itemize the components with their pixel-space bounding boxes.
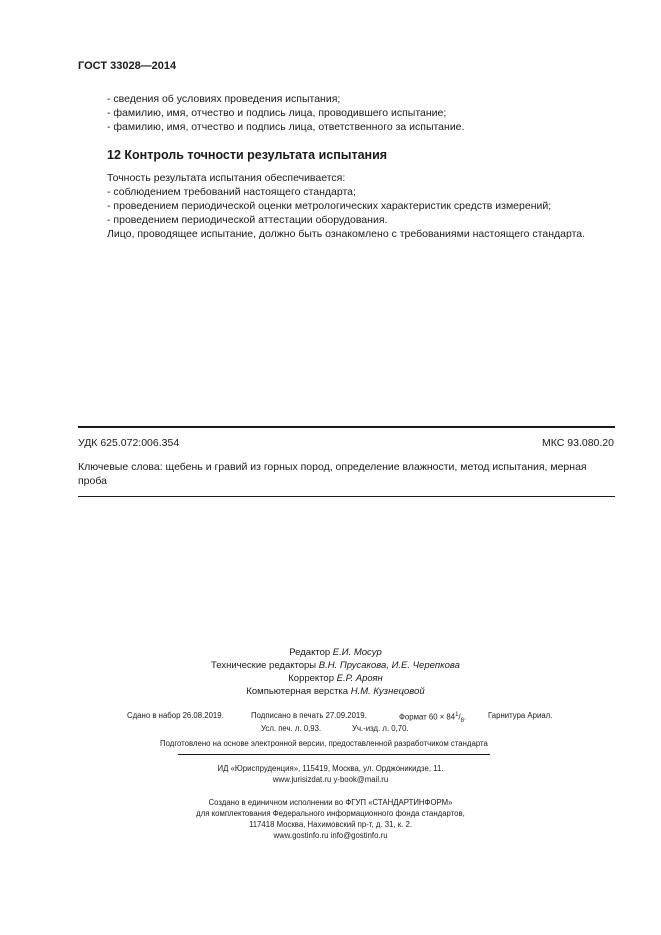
edition-sheets: Уч.-изд. л. 0,70. [352, 724, 409, 733]
layout-line: Компьютерная верстка Н.М. Кузнецовой [246, 686, 425, 697]
editor-line: Редактор Е.И. Мосур [289, 647, 382, 658]
keywords: Ключевые слова: щебень и гравий из горных пород, определение влажности, метод испытания, мерная проба [78, 461, 587, 487]
producer-address: 117418 Москва, Нахимовский пр-т, д. 31, к. 2. [248, 820, 413, 829]
section-closing: Лицо, проводящее испытание, должно быть ознакомлено с требованиями настоящего стандарта. [107, 228, 586, 240]
publisher-contacts: www.jurisizdat.ru y-book@mail.ru [272, 775, 389, 784]
corrector-line: Корректор Е.Р. Ароян [288, 673, 383, 684]
list-item: - сведения об условиях проведения испытания; [107, 93, 341, 105]
list-item: - фамилию, имя, отчество и подпись лица, ответственного за испытание. [107, 121, 465, 133]
prepared-note: Подготовлено на основе электронной версии, предоставленной разработчиком стандарта [160, 739, 488, 748]
format-info: Формат $60 \times 84^1/_8$. [399, 712, 467, 725]
signed-date: Подписано в печать 27.09.2019. [251, 711, 367, 720]
producer-contacts: www.gostinfo.ru info@gostinfo.ru [273, 831, 388, 840]
typeface-info: Гарнитура Ариал. [488, 711, 553, 720]
list-item: - фамилию, имя, отчество и подпись лица, проводившего испытание; [107, 107, 447, 119]
section-body [107, 171, 585, 241]
credits-block [0, 646, 661, 698]
publisher-address: ИД «Юриспруденция», 115419, Москва, ул. Орджоникидзе, 11. [217, 764, 444, 773]
producer-block [0, 797, 661, 841]
submitted-date: Сдано в набор 26.08.2019. [127, 711, 224, 720]
divider-top [78, 426, 615, 428]
publisher-block [0, 763, 661, 785]
list-item: - проведением периодической аттестации оборудования. [107, 214, 388, 226]
mks-code: МКС 93.080.20 [542, 437, 614, 449]
tech-editors-line: Технические редакторы В.Н. Прусакова, И.Е. Черепкова [211, 660, 460, 671]
producer-line: для комплектования Федерального информационного фонда стандартов, [196, 809, 465, 818]
list-item: - соблюдением требований настоящего стандарта; [107, 186, 356, 198]
producer-line: Создано в единичном исполнении во ФГУП «СТАНДАРТИНФОРМ» [208, 798, 453, 807]
list-item: - проведением периодической оценки метрологических характеристик средств измерений; [107, 200, 552, 212]
divider-short [178, 754, 490, 755]
printed-sheets: Усл. печ. л. 0,93. [261, 724, 322, 733]
section-intro: Точность результата испытания обеспечивается: [107, 172, 346, 184]
standard-header: ГОСТ 33028—2014 [78, 60, 177, 72]
divider-bottom [78, 496, 615, 497]
report-items-list [107, 92, 464, 134]
udk-code: УДК 625.072:006.354 [78, 437, 180, 449]
section-title: 12 Контроль точности результата испытания [107, 148, 388, 162]
